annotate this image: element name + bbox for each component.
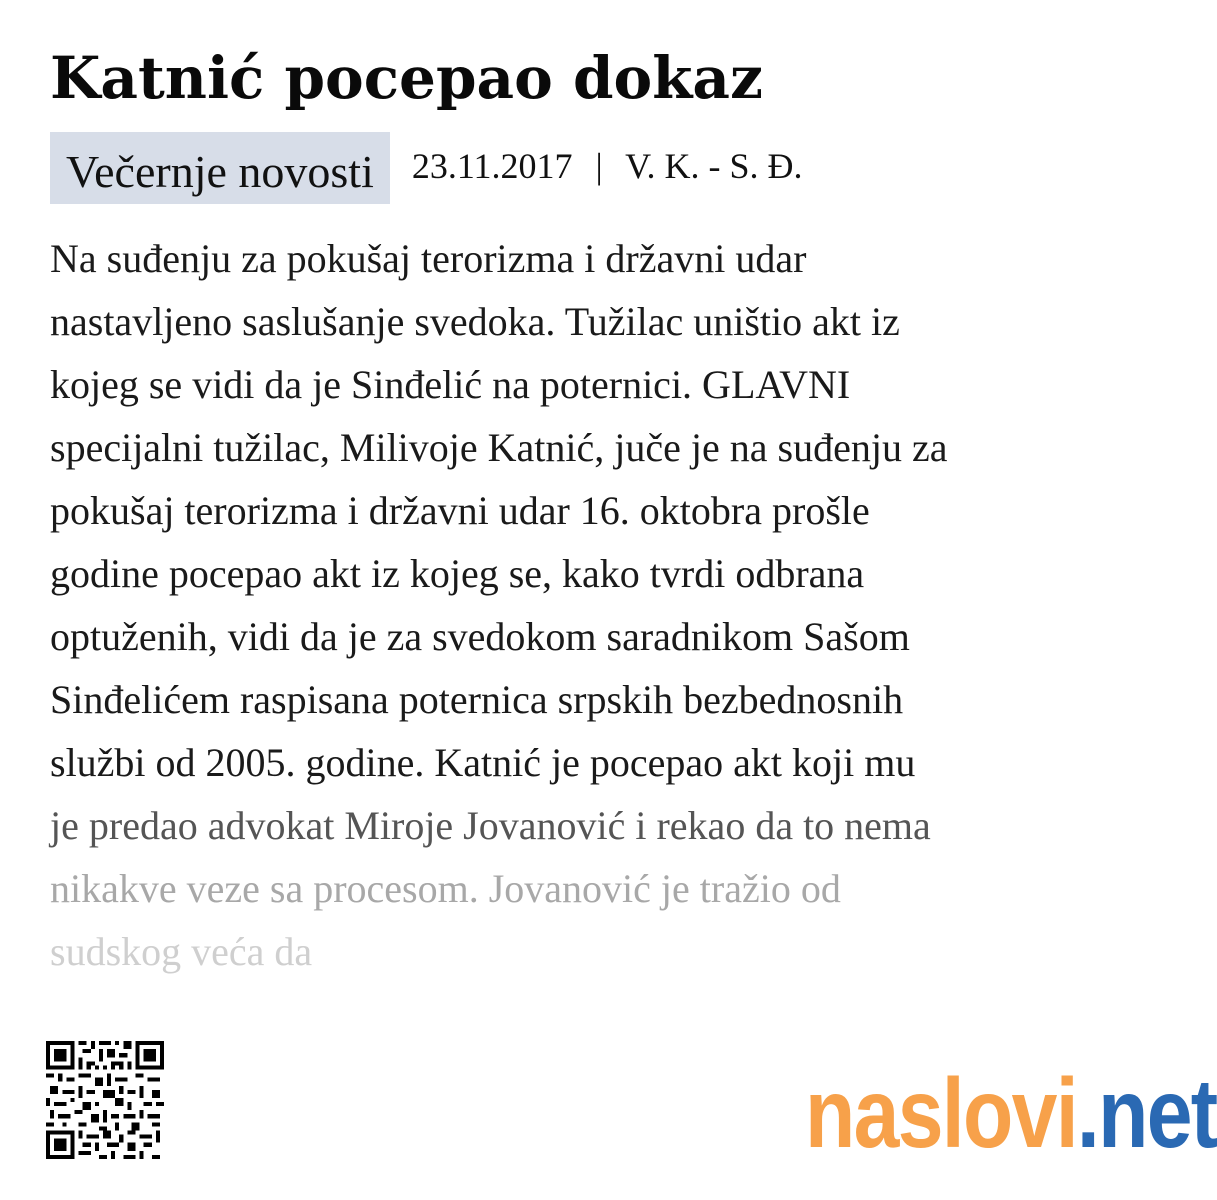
naslovi-logo[interactable] bbox=[805, 1058, 1217, 1168]
body-line: Na suđenju za pokušaj terorizma i državni udar bbox=[50, 236, 807, 281]
article-author: V. K. - S. Đ. bbox=[625, 146, 803, 186]
article-date: 23.11.2017 bbox=[411, 146, 573, 186]
qr-code-icon[interactable] bbox=[46, 1038, 164, 1162]
article-meta bbox=[50, 132, 802, 204]
body-line: službi od 2005. godine. Katnić je pocepao akt koji mu bbox=[50, 740, 916, 785]
meta-separator: | bbox=[595, 146, 603, 186]
logo-main-text: naslovi bbox=[805, 1058, 1077, 1168]
body-line: sudskog veća da bbox=[50, 929, 313, 974]
source-badge[interactable]: Večernje novosti bbox=[50, 132, 390, 204]
body-line: pokušaj terorizma i državni udar 16. oktobra prošle bbox=[50, 488, 870, 533]
article-headline: Katnić pocepao dokaz bbox=[50, 44, 763, 112]
body-line: specijalni tužilac, Milivoje Katnić, juče je na suđenju za bbox=[50, 425, 948, 470]
logo-net-text: .net bbox=[1076, 1058, 1217, 1168]
body-line: kojeg se vidi da je Sinđelić na poternici. GLAVNI bbox=[50, 362, 851, 407]
body-line: optuženih, vidi da je za svedokom saradnikom Sašom bbox=[50, 614, 910, 659]
body-line: nikakve veze sa procesom. Jovanović je tražio od bbox=[50, 866, 841, 911]
meta-info bbox=[412, 142, 803, 190]
body-line: Sinđelićem raspisana poternica srpskih bezbednosnih bbox=[50, 677, 904, 722]
article-body bbox=[50, 227, 1170, 983]
body-line: je predao advokat Miroje Jovanović i rekao da to nema bbox=[50, 803, 931, 848]
body-line: nastavljeno saslušanje svedoka. Tužilac uništio akt iz bbox=[50, 299, 900, 344]
body-line: godine pocepao akt iz kojeg se, kako tvrdi odbrana bbox=[50, 551, 865, 596]
